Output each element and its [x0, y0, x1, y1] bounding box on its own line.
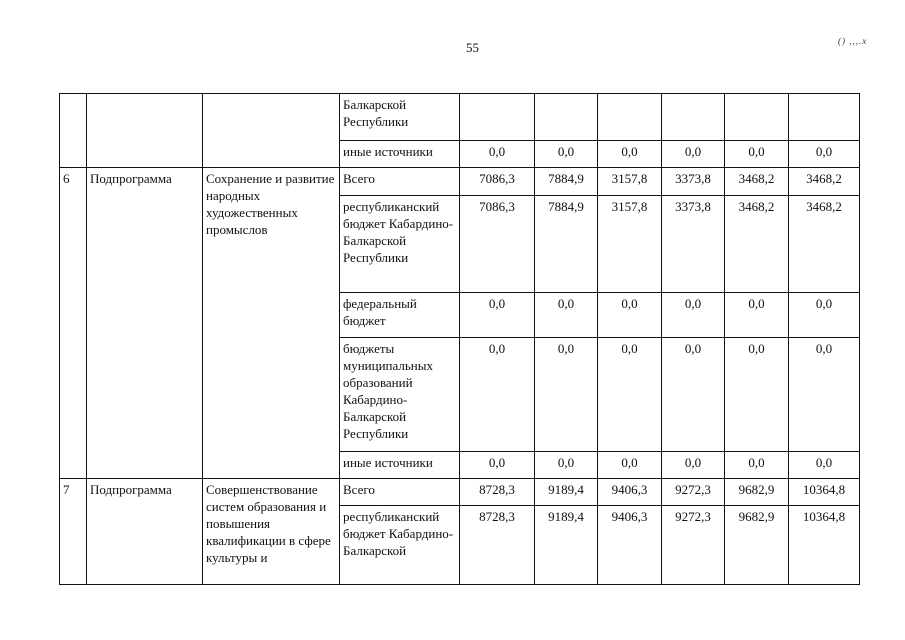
value-cell: 0,0 — [662, 293, 725, 338]
source-cell: Балкарской Республики — [340, 94, 460, 141]
value-cell: 0,0 — [598, 452, 662, 479]
value-cell: 0,0 — [460, 452, 535, 479]
value-cell — [535, 94, 598, 141]
value-cell: 0,0 — [789, 338, 860, 452]
corner-mark: () ,,,.x — [838, 36, 868, 46]
value-cell: 7086,3 — [460, 168, 535, 196]
value-cell: 10364,8 — [789, 479, 860, 506]
source-cell: иные источники — [340, 141, 460, 168]
value-cell: 9272,3 — [662, 506, 725, 585]
value-cell: 0,0 — [789, 452, 860, 479]
value-cell: 9189,4 — [535, 479, 598, 506]
value-cell: 3157,8 — [598, 168, 662, 196]
value-cell: 0,0 — [725, 338, 789, 452]
value-cell — [598, 94, 662, 141]
value-cell: 0,0 — [535, 141, 598, 168]
name-cell — [203, 94, 340, 168]
value-cell: 7884,9 — [535, 168, 598, 196]
value-cell: 3468,2 — [789, 196, 860, 293]
value-cell: 8728,3 — [460, 479, 535, 506]
section-number: 7 — [60, 479, 87, 585]
value-cell: 0,0 — [598, 338, 662, 452]
kind-cell — [87, 94, 203, 168]
value-cell: 3468,2 — [725, 168, 789, 196]
source-cell: иные источники — [340, 452, 460, 479]
value-cell: 0,0 — [725, 452, 789, 479]
value-cell: 3373,8 — [662, 168, 725, 196]
value-cell: 0,0 — [725, 293, 789, 338]
value-cell: 8728,3 — [460, 506, 535, 585]
value-cell: 0,0 — [535, 293, 598, 338]
value-cell: 0,0 — [535, 452, 598, 479]
section-kind: Подпрограмма — [87, 168, 203, 479]
value-cell — [725, 94, 789, 141]
value-cell: 9272,3 — [662, 479, 725, 506]
value-cell: 0,0 — [725, 141, 789, 168]
source-cell: республиканский бюджет Кабардино-Балкарской Республики — [340, 196, 460, 293]
value-cell: 3468,2 — [789, 168, 860, 196]
value-cell: 7086,3 — [460, 196, 535, 293]
value-cell — [789, 94, 860, 141]
value-cell: 9406,3 — [598, 479, 662, 506]
source-cell: федеральный бюджет — [340, 293, 460, 338]
value-cell: 10364,8 — [789, 506, 860, 585]
source-cell: Всего — [340, 168, 460, 196]
value-cell — [662, 94, 725, 141]
value-cell: 0,0 — [460, 338, 535, 452]
value-cell: 0,0 — [460, 141, 535, 168]
value-cell: 0,0 — [662, 452, 725, 479]
value-cell: 9682,9 — [725, 506, 789, 585]
page-number: 55 — [466, 40, 479, 55]
value-cell: 0,0 — [460, 293, 535, 338]
source-cell: бюджеты муниципальных образований Кабардино-Балкарской Республики — [340, 338, 460, 452]
value-cell: 0,0 — [789, 293, 860, 338]
value-cell: 0,0 — [662, 338, 725, 452]
source-cell: республиканский бюджет Кабардино-Балкарской — [340, 506, 460, 585]
section-kind: Подпрограмма — [87, 479, 203, 585]
number-cell — [60, 94, 87, 168]
value-cell: 9682,9 — [725, 479, 789, 506]
table-row — [60, 168, 860, 196]
budget-table — [59, 93, 860, 585]
section-number: 6 — [60, 168, 87, 479]
value-cell: 0,0 — [789, 141, 860, 168]
value-cell: 3373,8 — [662, 196, 725, 293]
value-cell: 0,0 — [662, 141, 725, 168]
source-cell: Всего — [340, 479, 460, 506]
section-name: Сохранение и развитие народных художественных промыслов — [203, 168, 340, 479]
value-cell — [460, 94, 535, 141]
section-name: Совершенствование систем образования и повышения квалификации в сфере культуры и — [203, 479, 340, 585]
value-cell: 3157,8 — [598, 196, 662, 293]
value-cell: 0,0 — [535, 338, 598, 452]
value-cell: 0,0 — [598, 141, 662, 168]
value-cell: 9406,3 — [598, 506, 662, 585]
value-cell: 9189,4 — [535, 506, 598, 585]
table-row — [60, 479, 860, 506]
value-cell: 0,0 — [598, 293, 662, 338]
value-cell: 7884,9 — [535, 196, 598, 293]
table-row — [60, 94, 860, 141]
value-cell: 3468,2 — [725, 196, 789, 293]
